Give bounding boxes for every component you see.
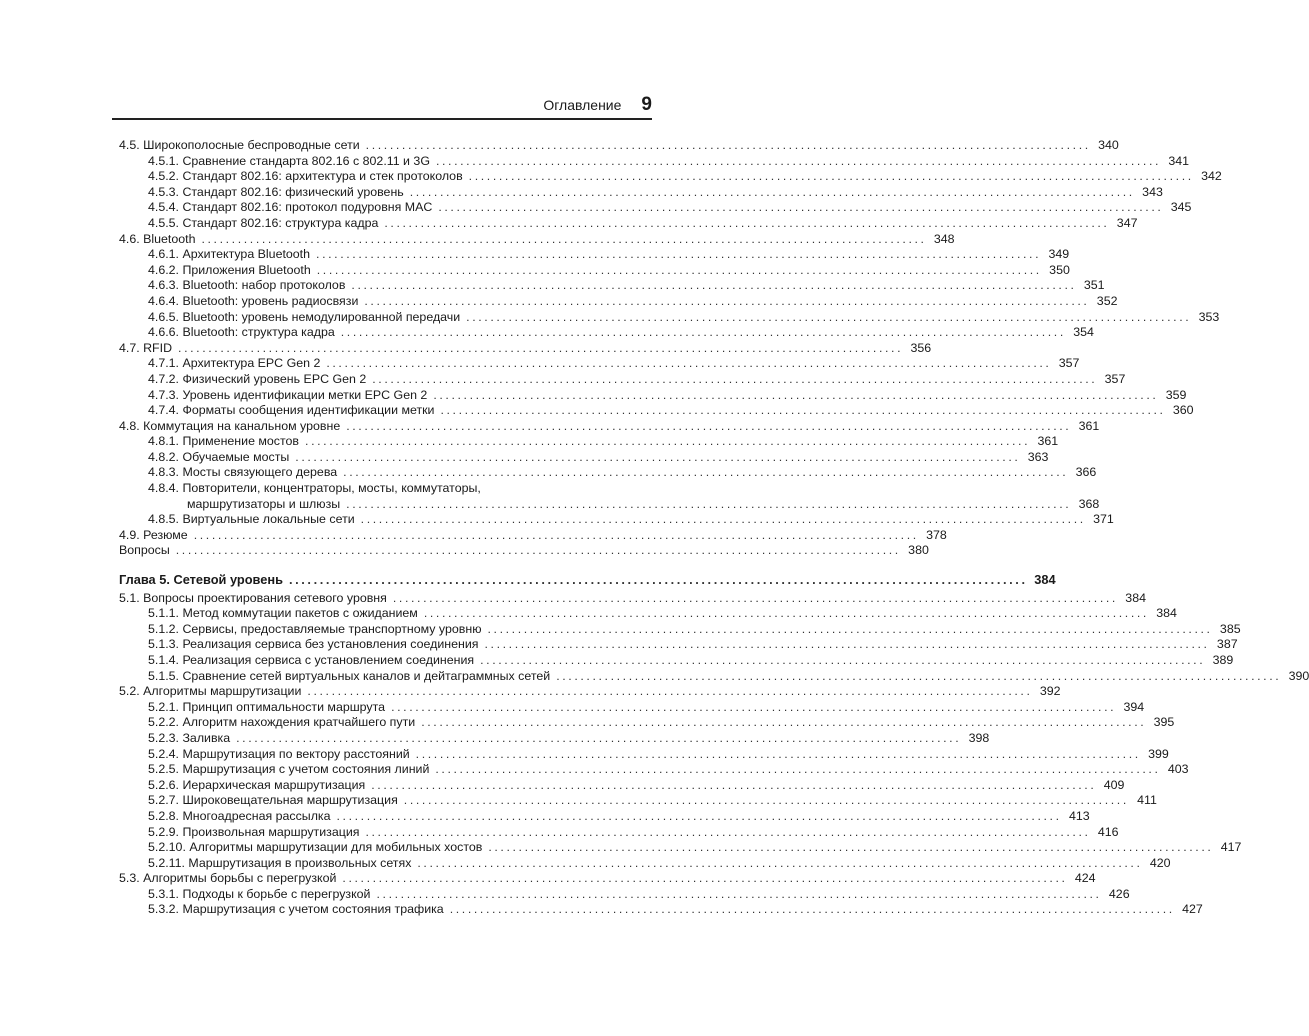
toc-entry-label: 4.6. Bluetooth bbox=[119, 231, 196, 246]
toc-entry-page: 424 bbox=[1074, 871, 1096, 886]
dot-leader: ........................................................................................................................ bbox=[384, 215, 1110, 230]
toc-entry[interactable] bbox=[119, 762, 1189, 778]
toc-entry-page: 399 bbox=[1148, 746, 1169, 761]
toc-entry-page: 348 bbox=[933, 231, 955, 246]
toc-entry[interactable] bbox=[119, 418, 1100, 435]
dot-leader: ........................................................................................................................ bbox=[364, 293, 1090, 308]
toc-entry[interactable] bbox=[119, 855, 1171, 872]
toc-entry-label: 5.2.5. Маршрутизация с учетом состояния линий bbox=[148, 762, 430, 777]
toc-entry[interactable] bbox=[119, 371, 1126, 388]
toc-entry[interactable] bbox=[119, 840, 1242, 856]
toc-entry-page: 361 bbox=[1037, 434, 1059, 449]
dot-leader: ........................................................................................................................ bbox=[487, 621, 1213, 636]
toc-entry-label: 4.7.1. Архитектура EPC Gen 2 bbox=[148, 356, 321, 371]
toc-entry[interactable] bbox=[119, 215, 1138, 232]
toc-entry-label: 5.2. Алгоритмы маршрутизации bbox=[119, 684, 302, 699]
toc-entry-label: 4.6.2. Приложения Bluetooth bbox=[148, 262, 311, 277]
toc-entry[interactable] bbox=[119, 449, 1049, 466]
toc-entry-continuation bbox=[119, 496, 1100, 513]
dot-leader: ........................................................................................................................ bbox=[360, 512, 1086, 527]
toc-entry[interactable] bbox=[119, 184, 1163, 201]
toc-entry-page: 353 bbox=[1198, 309, 1220, 324]
toc-entry-label: 4.7.4. Форматы сообщения идентификации метки bbox=[148, 403, 435, 418]
toc-entry-page: 371 bbox=[1093, 512, 1114, 527]
toc-entry-label: 5.3.2. Маршрутизация с учетом состояния трафика bbox=[148, 902, 444, 917]
toc-entry[interactable] bbox=[119, 527, 947, 544]
dot-leader: ........................................................................................................................ bbox=[421, 715, 1147, 730]
toc-entry-label: Глава 5. Сетевой уровень bbox=[119, 572, 283, 588]
toc-entry[interactable] bbox=[119, 886, 1130, 903]
toc-entry[interactable] bbox=[119, 153, 1190, 170]
dot-leader: ........................................................................................................................ bbox=[346, 496, 1072, 511]
toc-entry[interactable] bbox=[119, 793, 1157, 809]
toc-entry-page: 387 bbox=[1216, 637, 1238, 652]
toc-entry-page: 417 bbox=[1220, 840, 1242, 855]
toc-entry-label: 4.9. Резюме bbox=[119, 527, 188, 542]
toc-entry[interactable] bbox=[119, 481, 651, 497]
dot-leader: ........................................................................................................................ bbox=[201, 231, 927, 246]
toc-entry-label: 4.7.3. Уровень идентификации метки EPC Gen 2 bbox=[148, 387, 428, 402]
toc-entry-label: 5.2.1. Принцип оптимальности маршрута bbox=[148, 699, 386, 714]
toc-entry-page: 411 bbox=[1137, 793, 1157, 808]
toc-entry-page: 352 bbox=[1096, 293, 1118, 308]
toc-entry-label: 4.6.1. Архитектура Bluetooth bbox=[148, 247, 311, 262]
toc-entry[interactable] bbox=[119, 715, 1175, 731]
toc-chapter[interactable] bbox=[119, 572, 1056, 588]
toc-entry-page: 354 bbox=[1073, 325, 1094, 340]
toc-entry-label: 4.5.5. Стандарт 802.16: структура кадра bbox=[148, 215, 379, 230]
toc-entry-page: 368 bbox=[1078, 496, 1100, 511]
dot-leader: ........................................................................................................................ bbox=[342, 871, 1068, 886]
toc-entry-label: 4.6.5. Bluetooth: уровень немодулированной передачи bbox=[148, 309, 461, 324]
toc-entry-page: 343 bbox=[1142, 184, 1163, 199]
toc-entry-page: 416 bbox=[1097, 824, 1119, 839]
toc-entry-page: 350 bbox=[1049, 262, 1070, 277]
toc-entry[interactable] bbox=[119, 668, 1309, 685]
toc-entry-label: 4.5.2. Стандарт 802.16: архитектура и стек протоколов bbox=[148, 169, 463, 184]
dot-leader: ........................................................................................................................ bbox=[466, 309, 1192, 324]
dot-leader: ........................................................................................................................ bbox=[340, 325, 1066, 340]
dot-leader: ........................................................................................................................ bbox=[288, 572, 1028, 588]
toc-entry-page: 385 bbox=[1219, 621, 1241, 636]
toc-entry-label: 4.5. Широкополосные беспроводные сети bbox=[119, 138, 360, 152]
toc-entry-page: 340 bbox=[1098, 138, 1119, 152]
toc-entry-page: 347 bbox=[1116, 215, 1138, 230]
toc-entry[interactable] bbox=[119, 138, 1119, 154]
toc-entry-label: 4.8.1. Применение мостов bbox=[148, 434, 300, 449]
dot-leader: ........................................................................................................................ bbox=[417, 855, 1143, 870]
toc-entry-page: 361 bbox=[1078, 418, 1100, 433]
toc-entry-label: 4.6.4. Bluetooth: уровень радиосвязи bbox=[148, 293, 359, 308]
toc-entry-page: 384 bbox=[1125, 590, 1146, 605]
dot-leader: ........................................................................................................................ bbox=[316, 247, 1042, 262]
toc-entry-page: 409 bbox=[1103, 777, 1125, 792]
dot-leader: ........................................................................................................................ bbox=[438, 200, 1164, 215]
dot-leader: ........................................................................................................................ bbox=[175, 543, 901, 558]
toc-entry-label: 5.1.2. Сервисы, предоставляемые транспортному уровню bbox=[148, 621, 482, 636]
toc-entry-label-continuation: маршрутизаторы и шлюзы bbox=[187, 496, 341, 511]
table-of-contents bbox=[119, 138, 1309, 918]
toc-entry[interactable] bbox=[119, 387, 1187, 404]
toc-entry[interactable] bbox=[119, 200, 1192, 216]
dot-leader: ........................................................................................................................ bbox=[305, 434, 1031, 449]
dot-leader: ........................................................................................................................ bbox=[423, 606, 1149, 621]
dot-leader: ........................................................................................................................ bbox=[326, 356, 1052, 371]
toc-entry-page: 426 bbox=[1108, 886, 1130, 901]
toc-entry[interactable] bbox=[119, 278, 1105, 294]
toc-entry[interactable] bbox=[119, 543, 929, 559]
toc-entry[interactable] bbox=[119, 746, 1169, 763]
toc-entry[interactable] bbox=[119, 621, 1241, 638]
dot-leader: ........................................................................................................................ bbox=[365, 138, 1091, 152]
dot-leader: ........................................................................................................................ bbox=[433, 387, 1159, 402]
toc-entry-page: 342 bbox=[1201, 169, 1222, 184]
dot-leader: ........................................................................................................................ bbox=[409, 184, 1135, 199]
toc-entry-page: 403 bbox=[1167, 762, 1189, 777]
running-header-title: Оглавление bbox=[543, 97, 622, 113]
dot-leader: ........................................................................................................................ bbox=[435, 153, 1162, 168]
toc-entry-label: 4.8.3. Мосты связующего дерева bbox=[148, 465, 338, 480]
toc-entry-page: 420 bbox=[1149, 855, 1171, 870]
toc-entry-label: 5.2.4. Маршрутизация по вектору расстояний bbox=[148, 746, 410, 761]
toc-entry[interactable] bbox=[119, 403, 1194, 419]
toc-entry-page: 427 bbox=[1182, 902, 1203, 917]
dot-leader: ........................................................................................................................ bbox=[372, 371, 1098, 386]
toc-entry-label: 5.2.3. Заливка bbox=[148, 730, 231, 745]
dot-leader: ........................................................................................................................ bbox=[488, 840, 1214, 855]
toc-entry-page: 392 bbox=[1039, 684, 1061, 699]
dot-leader: ........................................................................................................................ bbox=[346, 418, 1072, 433]
dot-leader: ........................................................................................................................ bbox=[351, 278, 1077, 293]
toc-entry-page: 380 bbox=[908, 543, 929, 558]
toc-entry-page: 359 bbox=[1165, 387, 1187, 402]
dot-leader: ........................................................................................................................ bbox=[371, 777, 1097, 792]
dot-leader: ........................................................................................................................ bbox=[295, 449, 1021, 464]
dot-leader: ........................................................................................................................ bbox=[403, 793, 1129, 808]
dot-leader: ........................................................................................................................ bbox=[193, 527, 919, 542]
running-header bbox=[112, 94, 652, 116]
toc-entry-label: 4.8. Коммутация на канальном уровне bbox=[119, 418, 341, 433]
toc-entry-label: 5.2.8. Многоадресная рассылка bbox=[148, 808, 331, 823]
toc-entry-label: 4.6.6. Bluetooth: структура кадра bbox=[148, 325, 335, 340]
toc-entry[interactable] bbox=[119, 293, 1118, 310]
dot-leader: ........................................................................................................................ bbox=[480, 652, 1206, 667]
dot-leader: ........................................................................................................................ bbox=[392, 590, 1118, 605]
dot-leader: ........................................................................................................................ bbox=[336, 808, 1062, 823]
toc-entry[interactable] bbox=[119, 434, 1059, 450]
toc-entry[interactable] bbox=[119, 824, 1119, 841]
dot-leader: ........................................................................................................................ bbox=[435, 762, 1161, 777]
toc-entry-page: 378 bbox=[926, 527, 947, 542]
toc-entry-label: 5.3. Алгоритмы борьбы с перегрузкой bbox=[119, 871, 337, 886]
dot-leader: ........................................................................................................................ bbox=[484, 637, 1210, 652]
dot-leader: ........................................................................................................................ bbox=[468, 169, 1194, 184]
toc-entry-label: 4.7. RFID bbox=[119, 340, 173, 355]
toc-entry[interactable] bbox=[119, 325, 1094, 341]
toc-entry-label: 5.2.2. Алгоритм нахождения кратчайшего пути bbox=[148, 715, 416, 730]
toc-entry[interactable] bbox=[119, 777, 1125, 794]
dot-leader: ........................................................................................................................ bbox=[440, 403, 1166, 418]
toc-entry-label: 5.1. Вопросы проектирования сетевого уровня bbox=[119, 590, 387, 605]
toc-entry-label: 4.6.3. Bluetooth: набор протоколов bbox=[148, 278, 346, 293]
toc-entry-page: 389 bbox=[1212, 652, 1234, 667]
toc-entry-label: 5.2.7. Широковещательная маршрутизация bbox=[148, 793, 398, 808]
toc-entry-page: 384 bbox=[1034, 572, 1056, 588]
toc-entry-label: 5.1.4. Реализация сервиса с установлением соединения bbox=[148, 652, 475, 667]
toc-entry[interactable] bbox=[119, 637, 1238, 653]
dot-leader: ........................................................................................................................ bbox=[316, 262, 1042, 277]
toc-entry-page: 357 bbox=[1104, 371, 1126, 386]
dot-leader: ........................................................................................................................ bbox=[178, 340, 904, 355]
toc-entry[interactable] bbox=[119, 808, 1090, 825]
toc-entry-page: 345 bbox=[1170, 200, 1192, 215]
page-number: 9 bbox=[641, 94, 652, 115]
toc-entry[interactable] bbox=[119, 590, 1146, 607]
dot-leader: ........................................................................................................................ bbox=[449, 902, 1175, 917]
toc-entry[interactable] bbox=[119, 902, 1203, 918]
toc-entry-page: 349 bbox=[1048, 247, 1070, 262]
dot-leader: ........................................................................................................................ bbox=[343, 465, 1069, 480]
toc-entry-label: 4.8.4. Повторители, концентраторы, мосты, коммутаторы, bbox=[148, 481, 481, 496]
toc-entry-label: 5.2.6. Иерархическая маршрутизация bbox=[148, 777, 366, 792]
toc-entry-page: 394 bbox=[1123, 699, 1145, 714]
toc-entry[interactable] bbox=[119, 512, 1114, 528]
dot-leader: ........................................................................................................................ bbox=[236, 730, 962, 745]
toc-entry[interactable] bbox=[119, 871, 1096, 887]
dot-leader: ........................................................................................................................ bbox=[376, 886, 1102, 901]
toc-entry-label: 4.5.1. Сравнение стандарта 802.16 с 802.11 и 3G bbox=[148, 153, 430, 168]
dot-leader: ........................................................................................................................ bbox=[365, 824, 1091, 839]
dot-leader: ........................................................................................................................ bbox=[391, 699, 1117, 714]
header-rule bbox=[112, 118, 652, 120]
toc-entry-label: 4.5.3. Стандарт 802.16: физический уровень bbox=[148, 184, 404, 199]
toc-entry-label: 4.8.5. Виртуальные локальные сети bbox=[148, 512, 355, 527]
toc-entry-label: 5.2.11. Маршрутизация в произвольных сетях bbox=[148, 855, 412, 870]
toc-entry-label: 5.1.1. Метод коммутации пакетов с ожиданием bbox=[148, 606, 418, 621]
toc-entry[interactable] bbox=[119, 309, 1220, 326]
toc-entry-page: 395 bbox=[1153, 715, 1175, 730]
toc-entry-page: 384 bbox=[1156, 606, 1177, 621]
toc-entry-page: 351 bbox=[1083, 278, 1105, 293]
toc-entry[interactable] bbox=[119, 169, 1222, 185]
toc-entry-label: Вопросы bbox=[119, 543, 170, 558]
toc-entry-page: 413 bbox=[1068, 808, 1090, 823]
toc-entry[interactable] bbox=[119, 465, 1097, 481]
toc-entry[interactable] bbox=[119, 262, 1070, 279]
toc-entry-label: 5.2.9. Произвольная маршрутизация bbox=[148, 824, 360, 839]
toc-entry-page: 363 bbox=[1027, 449, 1049, 464]
toc-entry[interactable] bbox=[119, 652, 1234, 669]
toc-entry-page: 341 bbox=[1168, 153, 1190, 168]
toc-entry[interactable] bbox=[119, 247, 1070, 263]
toc-entry[interactable] bbox=[119, 356, 1080, 372]
toc-entry-page: 360 bbox=[1172, 403, 1194, 418]
toc-entry[interactable] bbox=[119, 340, 932, 357]
toc-entry-page: 366 bbox=[1075, 465, 1097, 480]
toc-entry-page: 398 bbox=[968, 730, 990, 745]
dot-leader: ........................................................................................................................ bbox=[415, 746, 1141, 761]
toc-entry[interactable] bbox=[119, 606, 1177, 622]
toc-entry-page: 357 bbox=[1058, 356, 1080, 371]
toc-entry[interactable] bbox=[119, 684, 1061, 700]
dot-leader: ........................................................................................................................ bbox=[307, 684, 1033, 699]
toc-entry-label: 4.8.2. Обучаемые мосты bbox=[148, 449, 290, 464]
toc-entry-label: 5.2.10. Алгоритмы маршрутизации для мобильных хостов bbox=[148, 840, 483, 855]
toc-entry-label: 5.1.3. Реализация сервиса без установления соединения bbox=[148, 637, 479, 652]
toc-entry-label: 4.5.4. Стандарт 802.16: протокол подуровня MAC bbox=[148, 200, 433, 215]
toc-entry-page: 390 bbox=[1288, 668, 1309, 683]
toc-entry-label: 4.7.2. Физический уровень EPC Gen 2 bbox=[148, 371, 367, 386]
toc-entry[interactable] bbox=[119, 231, 955, 248]
toc-entry-page: 356 bbox=[910, 340, 932, 355]
dot-leader: ........................................................................................................................ bbox=[556, 668, 1282, 683]
toc-entry-label: 5.3.1. Подходы к борьбе с перегрузкой bbox=[148, 886, 371, 901]
toc-entry-label: 5.1.5. Сравнение сетей виртуальных каналов и дейтаграммных сетей bbox=[148, 668, 551, 683]
toc-entry[interactable] bbox=[119, 699, 1145, 716]
toc-entry[interactable] bbox=[119, 730, 990, 747]
